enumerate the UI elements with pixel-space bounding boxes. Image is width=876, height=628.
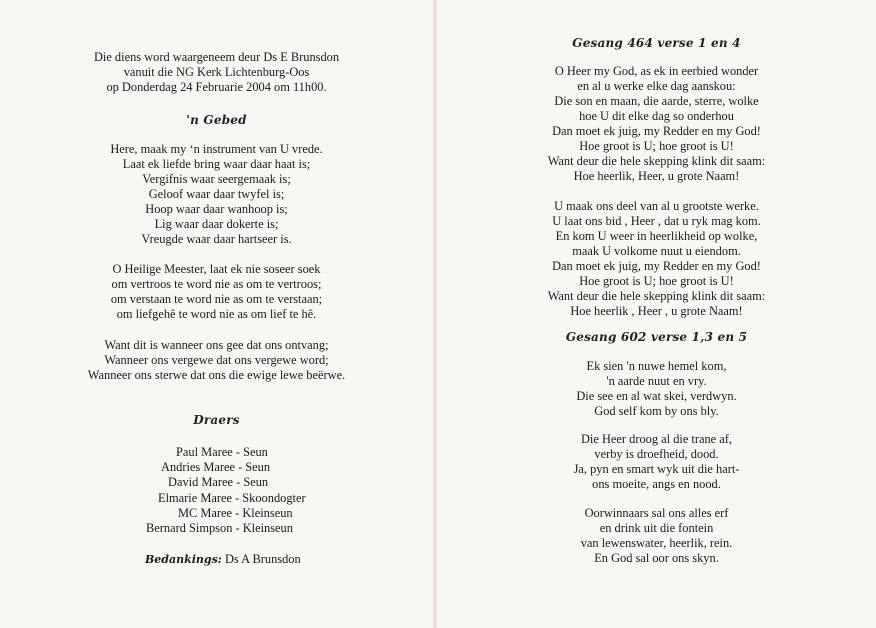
prayer-line: om vertroos te word nie as om te vertroos; bbox=[111, 277, 322, 291]
bearer-entry: David Maree - Seun bbox=[168, 475, 269, 489]
hymn1-heading: Gesang 464 verse 1 en 4 bbox=[572, 36, 741, 50]
bearers-heading: Draers bbox=[193, 413, 240, 427]
hymn2-line: Ek sien 'n nuwe hemel kom, bbox=[586, 359, 727, 373]
hymn2-line: van lewenswater, heerlik, rein. bbox=[580, 536, 733, 550]
hymn1-line: Hoe groot is U; hoe groot is U! bbox=[579, 139, 734, 153]
hymn1-line: Dan moet ek juig, my Redder en my God! bbox=[552, 124, 761, 138]
prayer-line: Geloof waar daar twyfel is; bbox=[148, 187, 285, 201]
bearer-entry: MC Maree - Kleinseun bbox=[178, 506, 293, 520]
hymn1-line: Hoe heerlik , Heer , u grote Naam! bbox=[570, 304, 743, 318]
prayer-heading: 'n Gebed bbox=[186, 113, 247, 127]
hymn1-line: en al u werke elke dag aanskou: bbox=[577, 79, 736, 93]
hymn2-line: verby is droefheid, dood. bbox=[594, 447, 719, 461]
hymn2-heading: Gesang 602 verse 1,3 en 5 bbox=[565, 330, 748, 344]
bearer-entry: Bernard Simpson - Kleinseun bbox=[146, 521, 293, 535]
hymn1-line: Hoe heerlik, Heer, u grote Naam! bbox=[573, 169, 740, 183]
prayer-line: Wanneer ons vergewe dat ons vergewe word; bbox=[104, 353, 329, 367]
hymn1-line: U maak ons deel van al u grootste werke. bbox=[554, 199, 759, 213]
prayer-line: Wanneer ons sterwe dat ons die ewige lewe beërwe. bbox=[87, 368, 346, 382]
hymn2-line: Ja, pyn en smart wyk uit die hart- bbox=[573, 462, 740, 476]
right-panel bbox=[437, 0, 876, 628]
hymn1-line: O Heer my God, as ek in eerbied wonder bbox=[554, 64, 759, 78]
hymn1-line: U laat ons bid , Heer , dat u ryk mag kom. bbox=[552, 214, 761, 228]
prayer-line: O Heilige Meester, laat ek nie soseer soek bbox=[112, 262, 321, 276]
hymn2-line: Die see en al wat skei, verdwyn. bbox=[576, 389, 737, 403]
hymn1-line: Want deur die hele skepping klink dit saam: bbox=[547, 154, 766, 168]
hymn2-line: 'n aarde nuut en vry. bbox=[606, 374, 707, 388]
prayer-line: om verstaan te word nie as om te verstaan; bbox=[110, 292, 323, 306]
bearer-entry: Elmarie Maree - Skoondogter bbox=[158, 491, 306, 505]
bearer-entry: Andries Maree - Seun bbox=[161, 460, 271, 474]
hymn1-line: Hoe groot is U; hoe groot is U! bbox=[579, 274, 734, 288]
hymn2-line: ons moeite, angs en nood. bbox=[592, 477, 721, 491]
hymn1-line: hoe U dit elke dag so onderhou bbox=[579, 109, 734, 123]
hymn2-line: Die Heer droog al die trane af, bbox=[580, 432, 733, 446]
hymn2-line: God self kom by ons bly. bbox=[594, 404, 719, 418]
prayer-line: Lig waar daar dokerte is; bbox=[154, 217, 279, 231]
hymn2-line: en drink uit die fontein bbox=[599, 521, 714, 535]
bearer-entry: Paul Maree - Seun bbox=[176, 445, 268, 459]
intro-line: op Donderdag 24 Februarie 2004 om 11h00. bbox=[106, 80, 327, 94]
hymn1-line: Die son en maan, die aarde, sterre, wolke bbox=[554, 94, 759, 108]
hymn1-line: Want deur die hele skepping klink dit saam: bbox=[547, 289, 766, 303]
prayer-line: Here, maak my ‘n instrument van U vrede. bbox=[110, 142, 323, 156]
thanks-label: Bedankings: bbox=[145, 553, 222, 566]
prayer-line: Hoop waar daar wanhoop is; bbox=[145, 202, 288, 216]
thanks-value: Ds A Brunsdon bbox=[224, 552, 301, 566]
hymn1-line: maak U volkome nuut u eiendom. bbox=[572, 244, 741, 258]
prayer-line: Vreugde waar daar hartseer is. bbox=[141, 232, 292, 246]
hymn1-line: Dan moet ek juig, my Redder en my God! bbox=[552, 259, 761, 273]
hymn2-line: En God sal oor ons skyn. bbox=[594, 551, 719, 565]
prayer-line: om liefgehê te word nie as om lief te hê. bbox=[116, 307, 317, 321]
thanks-line bbox=[145, 552, 345, 567]
left-panel bbox=[0, 0, 433, 628]
prayer-line: Laat ek liefde bring waar daar haat is; bbox=[122, 157, 311, 171]
hymn2-line: Oorwinnaars sal ons alles erf bbox=[584, 506, 729, 520]
intro-line: Die diens word waargeneem deur Ds E Brunsdon bbox=[93, 50, 340, 64]
intro-line: vanuit die NG Kerk Lichtenburg-Oos bbox=[123, 65, 310, 79]
prayer-line: Want dit is wanneer ons gee dat ons ontvang; bbox=[104, 338, 329, 352]
prayer-line: Vergifnis waar seergemaak is; bbox=[142, 172, 291, 186]
hymn1-line: En kom U weer in heerlikheid op wolke, bbox=[555, 229, 758, 243]
